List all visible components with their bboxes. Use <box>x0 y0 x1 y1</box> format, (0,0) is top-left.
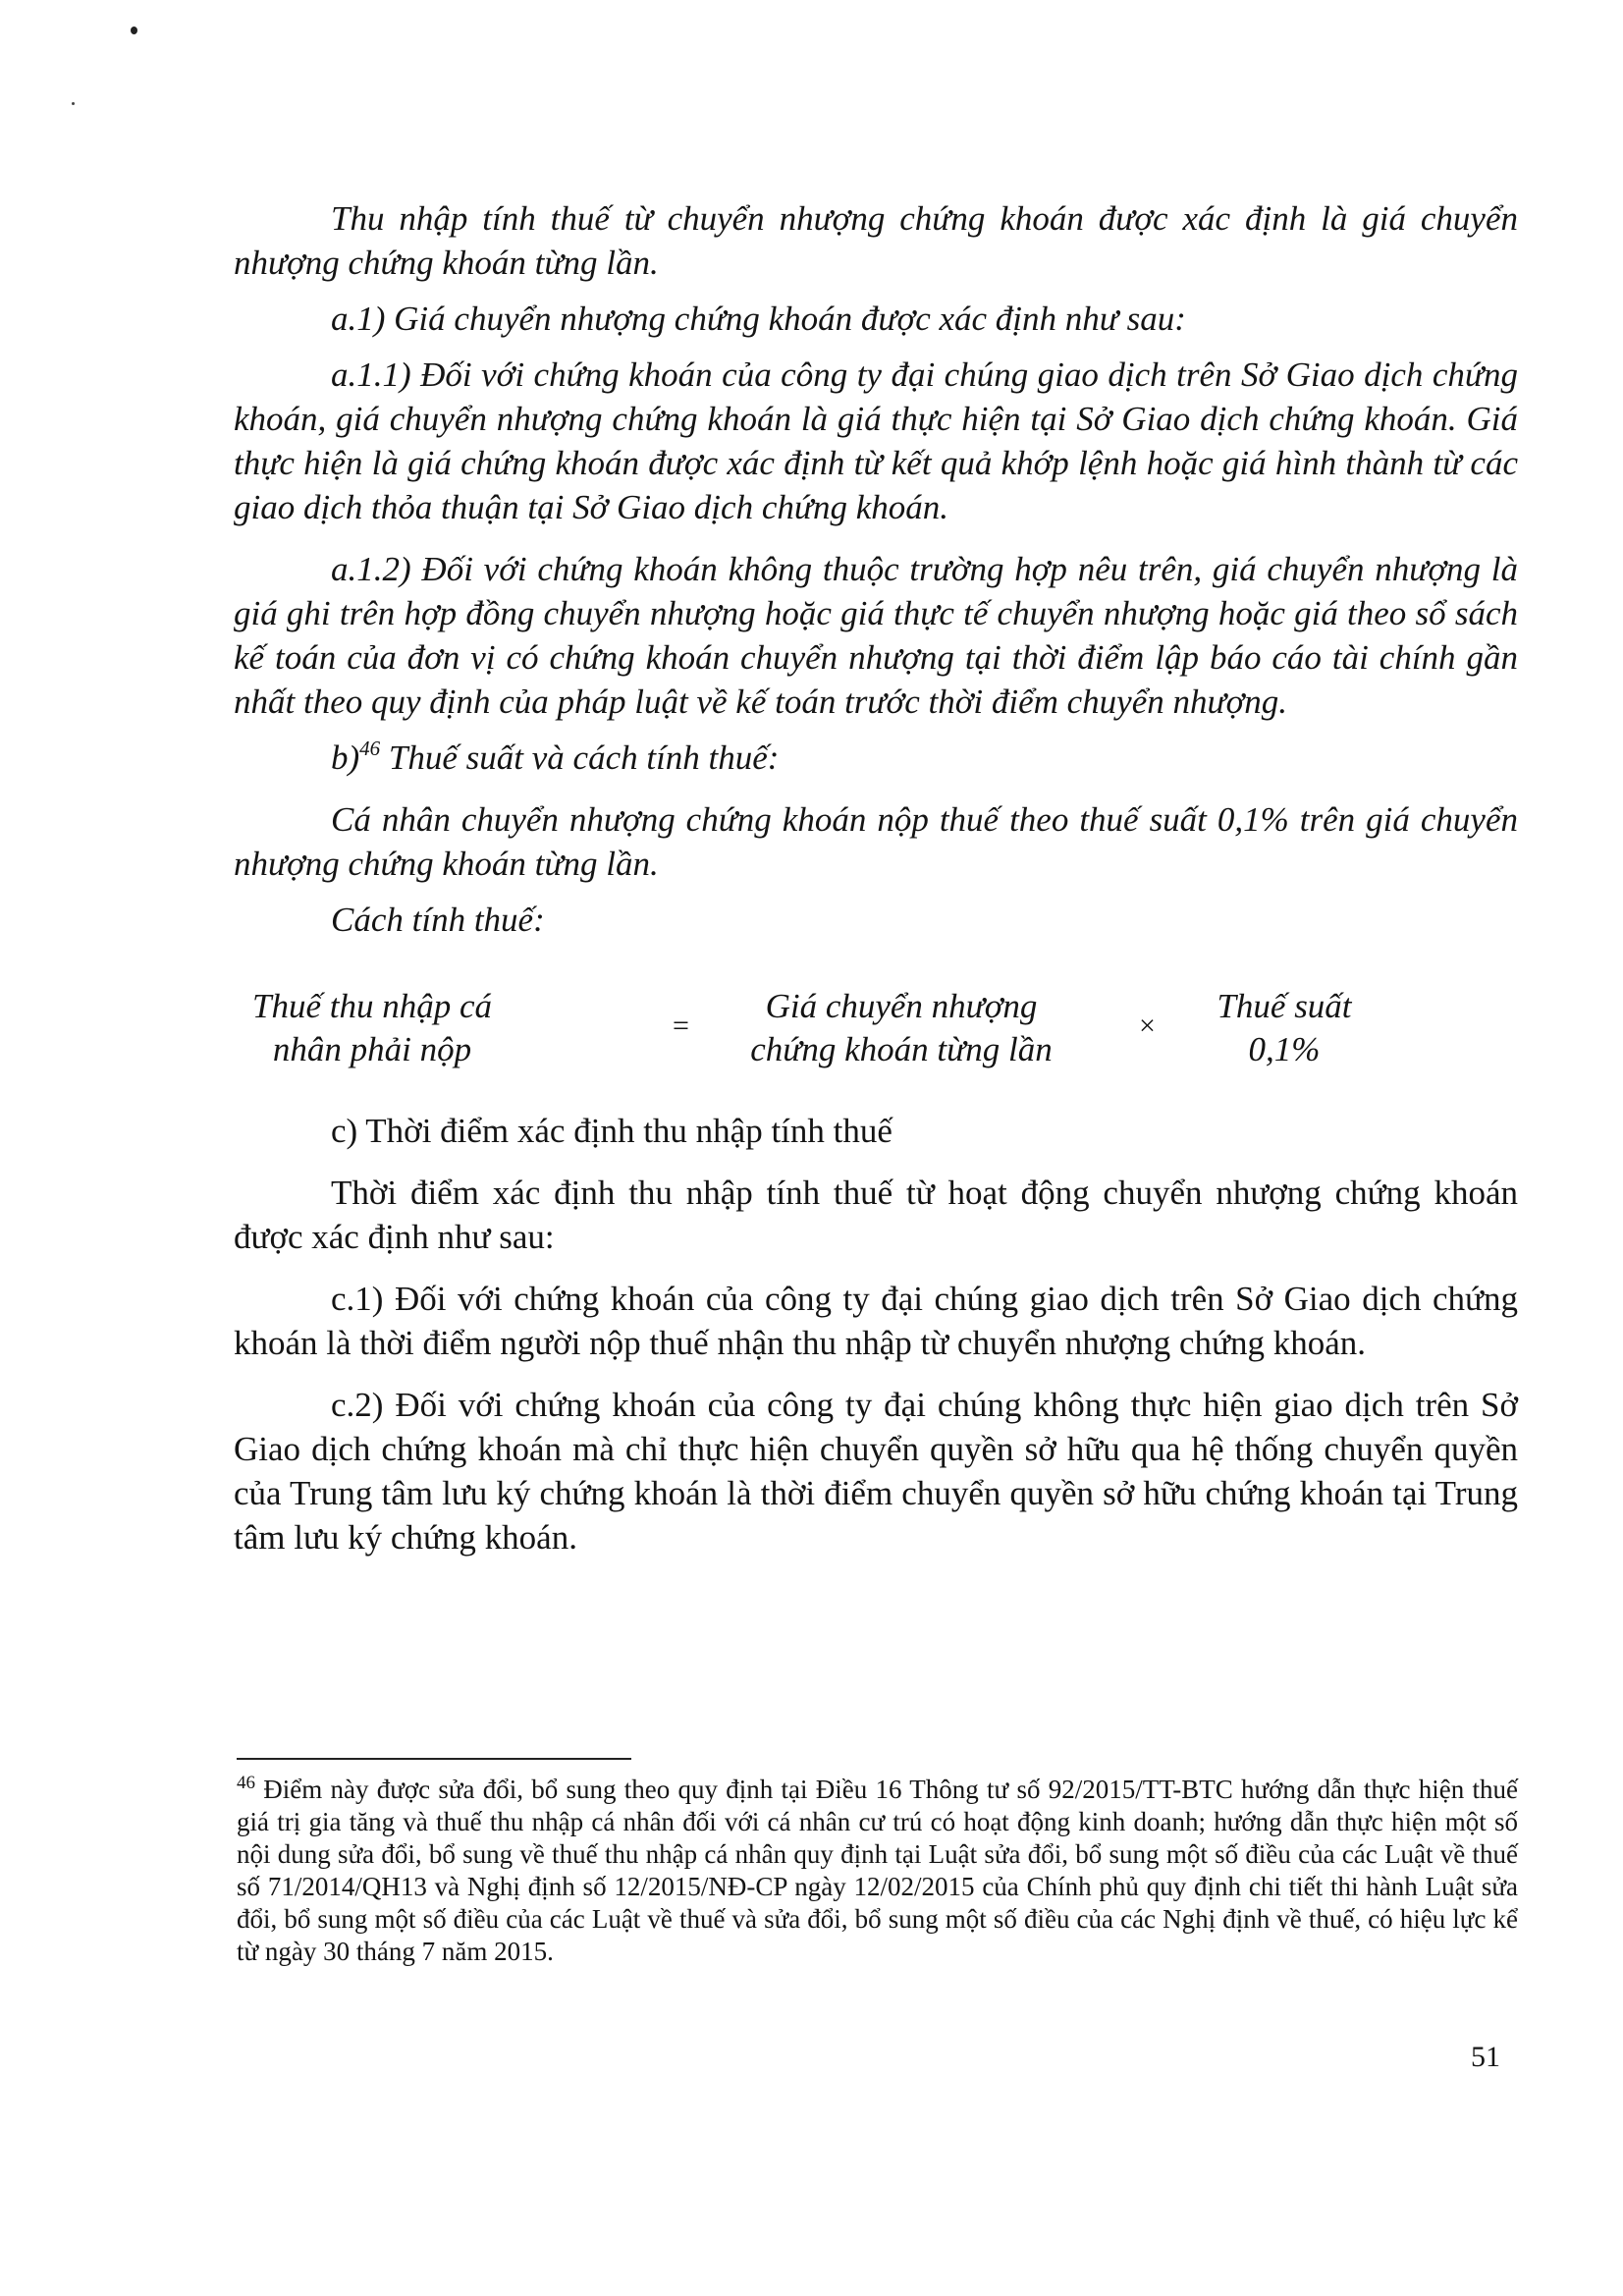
paragraph-tax-rate: Cá nhân chuyển nhượng chứng khoán nộp thuế theo thuế suất 0,1% trên giá chuyển nhượng chứng khoán từng lần. <box>234 800 1518 883</box>
heading-prefix: b) <box>331 738 360 777</box>
paragraph-c2: c.2) Đối với chứng khoán của công ty đại chúng không thực hiện giao dịch trên Sở Giao dịch chứng khoán mà chỉ thực hiện chuyển quyền sở hữu qua hệ thống chuyển quyền của Trung tâm lưu ký chứng khoán là thời điểm chuyển quyền sở hữu chứng khoán tại Trung tâm lưu ký chứng khoán. <box>234 1386 1518 1557</box>
footnote-reference[interactable]: 46 <box>359 737 381 760</box>
formula-lhs-line2: nhân phải nộp <box>272 1030 472 1068</box>
footnote-46 <box>237 1774 1518 1968</box>
body-text <box>234 196 1518 1559</box>
formula-rhs-line2: 0,1% <box>1248 1030 1321 1068</box>
paragraph-a1-2: a.1.2) Đối với chứng khoán không thuộc trường hợp nêu trên, giá chuyển nhượng là giá ghi trên hợp đồng chuyển nhượng hoặc giá thực tế chuyển nhượng hoặc giá theo sổ sách kế toán của đơn vị có chứng khoán chuyển nhượng tại thời điểm lập báo cáo tài chính gần nhất theo quy định của pháp luật về kế toán trước thời điểm chuyển nhượng. <box>234 550 1518 721</box>
formula-mid-line2: chứng khoán từng lần <box>750 1030 1053 1068</box>
formula-mid-line1: Giá chuyển nhượng <box>765 987 1038 1025</box>
section-c <box>234 1109 1518 1559</box>
paragraph-taxable-income: Thu nhập tính thuế từ chuyển nhượng chứng khoán được xác định là giá chuyển nhượng chứng khoán từng lần. <box>234 199 1518 282</box>
heading-text: Thuế suất và cách tính thuế: <box>380 738 780 777</box>
formula-rhs <box>1188 985 1380 1071</box>
footnote-text: Điểm này được sửa đổi, bổ sung theo quy định tại Điều 16 Thông tư số 92/2015/TT-BTC hướng dẫn thực hiện thuế giá trị gia tăng và thuế thu nhập cá nhân đối với cá nhân cư trú có hoạt động kinh doanh; hướng dẫn thực hiện một số nội dung sửa đổi, bổ sung về thuế thu nhập cá nhân quy định tại Luật sửa đổi, bổ sung một số điều của các Luật về thuế số 71/2014/QH13 và Nghị định số 12/2015/NĐ-CP ngày 12/02/2015 của Chính phủ quy định chi tiết thi hành Luật sửa đổi, bổ sung một số điều của các Luật về thuế và sửa đổi, bổ sung một số điều của các Nghị định về thuế, có hiệu lực kể từ ngày 30 tháng 7 năm 2015. <box>237 1775 1518 1966</box>
paragraph-c-heading: c) Thời điểm xác định thu nhập tính thuế <box>331 1112 893 1150</box>
formula-times: × <box>1139 1010 1156 1042</box>
paragraph-a1-1: a.1.1) Đối với chứng khoán của công ty đại chúng giao dịch trên Sở Giao dịch chứng khoán, giá chuyển nhượng chứng khoán là giá thực hiện tại Sở Giao dịch chứng khoán. Giá thực hiện là giá chứng khoán được xác định từ kết quả khớp lệnh hoặc giá hình thành từ các giao dịch thỏa thuận tại Sở Giao dịch chứng khoán. <box>234 355 1518 526</box>
formula-rhs-line1: Thuế suất <box>1217 987 1352 1025</box>
tax-formula <box>234 985 1518 1075</box>
formula-equals: = <box>673 1010 689 1042</box>
scan-speck <box>131 27 137 34</box>
formula-lhs <box>234 985 511 1071</box>
paragraph-c1: c.1) Đối với chứng khoán của công ty đại chúng giao dịch trên Sở Giao dịch chứng khoán là thời điểm người nộp thuế nhận thu nhập từ chuyển nhượng chứng khoán. <box>234 1280 1518 1362</box>
formula-middle <box>725 985 1078 1071</box>
footnote-divider <box>237 1758 631 1760</box>
formula-lhs-line1: Thuế thu nhập cá <box>251 987 492 1025</box>
scan-speck <box>72 102 75 105</box>
paragraph-calc-heading: Cách tính thuế: <box>331 901 545 939</box>
paragraph-b-heading <box>234 736 1518 780</box>
page-number: 51 <box>1471 2041 1500 2073</box>
paragraph-c-intro: Thời điểm xác định thu nhập tính thuế từ hoạt động chuyển nhượng chứng khoán được xác định như sau: <box>234 1174 1518 1256</box>
paragraph-a1: a.1) Giá chuyển nhượng chứng khoán được xác định như sau: <box>331 300 1186 338</box>
footnote-number: 46 <box>237 1773 255 1793</box>
